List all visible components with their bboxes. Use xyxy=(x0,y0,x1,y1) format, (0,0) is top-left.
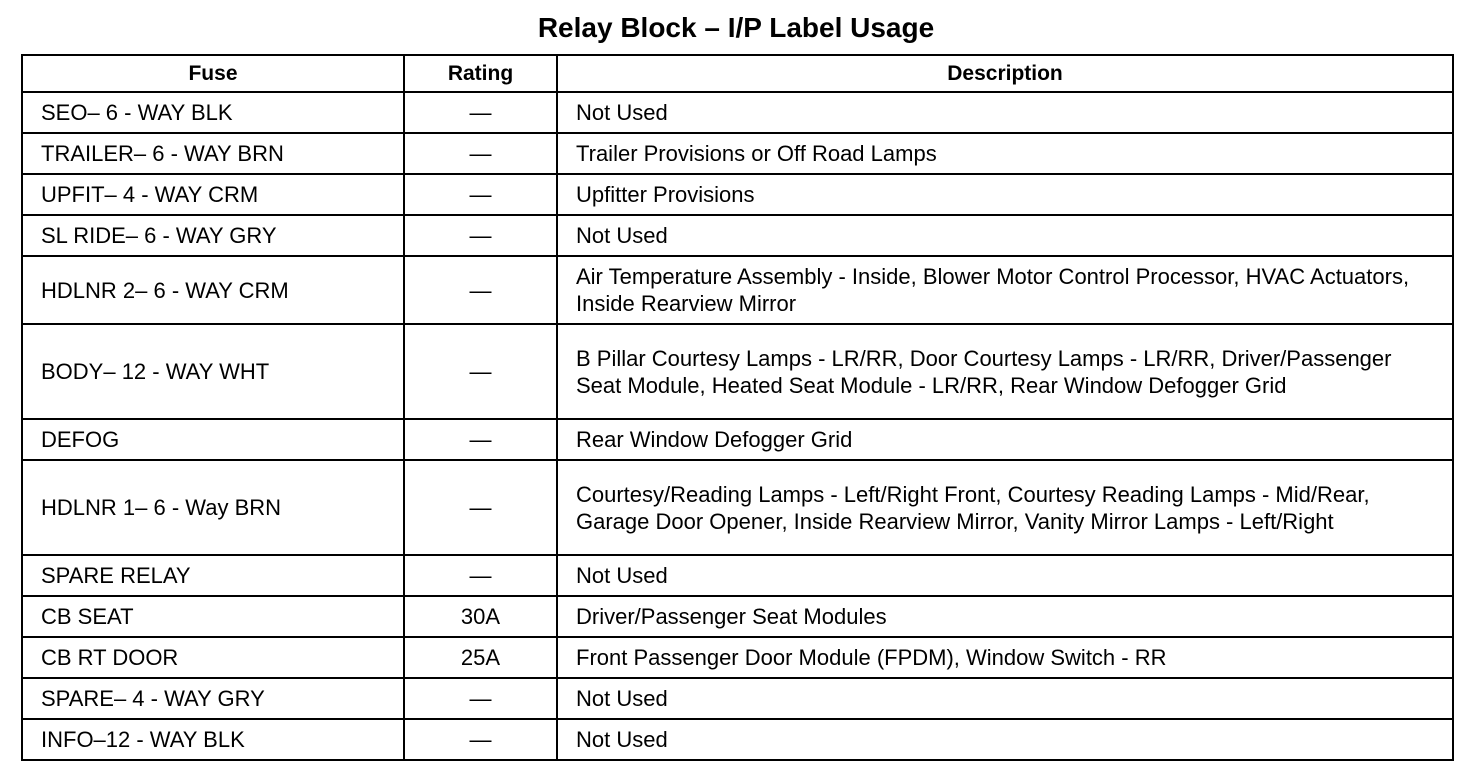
description-cell: Upfitter Provisions xyxy=(557,174,1453,215)
rating-cell: 30A xyxy=(404,596,557,637)
fuse-cell: CB RT DOOR xyxy=(22,637,404,678)
rating-cell: — xyxy=(404,133,557,174)
table-row xyxy=(22,324,1453,419)
table-row xyxy=(22,92,1453,133)
table-row xyxy=(22,215,1453,256)
fuse-cell: SL RIDE– 6 - WAY GRY xyxy=(22,215,404,256)
relay-label-table xyxy=(21,54,1454,761)
fuse-cell: SEO– 6 - WAY BLK xyxy=(22,92,404,133)
table-row xyxy=(22,678,1453,719)
rating-cell: — xyxy=(404,719,557,760)
fuse-cell: HDLNR 1– 6 - Way BRN xyxy=(22,460,404,555)
column-header-fuse: Fuse xyxy=(22,55,404,92)
description-cell: Air Temperature Assembly - Inside, Blower Motor Control Processor, HVAC Actuators, Inside Rearview Mirror xyxy=(557,256,1453,324)
table-row xyxy=(22,133,1453,174)
description-cell: Front Passenger Door Module (FPDM), Window Switch - RR xyxy=(557,637,1453,678)
column-header-description: Description xyxy=(557,55,1453,92)
rating-cell: — xyxy=(404,678,557,719)
table-row xyxy=(22,174,1453,215)
description-cell: Rear Window Defogger Grid xyxy=(557,419,1453,460)
table-row xyxy=(22,719,1453,760)
rating-cell: — xyxy=(404,92,557,133)
description-cell: Courtesy/Reading Lamps - Left/Right Front, Courtesy Reading Lamps - Mid/Rear, Garage Door Opener, Inside Rearview Mirror, Vanity Mirror Lamps - Left/Right xyxy=(557,460,1453,555)
table-row xyxy=(22,596,1453,637)
rating-cell: — xyxy=(404,419,557,460)
fuse-cell: CB SEAT xyxy=(22,596,404,637)
rating-cell: — xyxy=(404,324,557,419)
description-cell: Driver/Passenger Seat Modules xyxy=(557,596,1453,637)
fuse-cell: INFO–12 - WAY BLK xyxy=(22,719,404,760)
rating-cell: — xyxy=(404,460,557,555)
rating-cell: 25A xyxy=(404,637,557,678)
table-header-row xyxy=(22,55,1453,92)
table-row xyxy=(22,637,1453,678)
description-cell: Not Used xyxy=(557,719,1453,760)
column-header-rating: Rating xyxy=(404,55,557,92)
description-cell: Not Used xyxy=(557,555,1453,596)
fuse-cell: HDLNR 2– 6 - WAY CRM xyxy=(22,256,404,324)
table-row xyxy=(22,555,1453,596)
fuse-cell: SPARE– 4 - WAY GRY xyxy=(22,678,404,719)
description-cell: Trailer Provisions or Off Road Lamps xyxy=(557,133,1453,174)
fuse-cell: UPFIT– 4 - WAY CRM xyxy=(22,174,404,215)
fuse-cell: SPARE RELAY xyxy=(22,555,404,596)
rating-cell: — xyxy=(404,555,557,596)
table-row xyxy=(22,460,1453,555)
rating-cell: — xyxy=(404,256,557,324)
table-row xyxy=(22,419,1453,460)
description-cell: B Pillar Courtesy Lamps - LR/RR, Door Courtesy Lamps - LR/RR, Driver/Passenger Seat Module, Heated Seat Module - LR/RR, Rear Window Defogger Grid xyxy=(557,324,1453,419)
description-cell: Not Used xyxy=(557,92,1453,133)
fuse-cell: BODY– 12 - WAY WHT xyxy=(22,324,404,419)
rating-cell: — xyxy=(404,215,557,256)
description-cell: Not Used xyxy=(557,215,1453,256)
page-title: Relay Block – I/P Label Usage xyxy=(537,12,935,43)
fuse-cell: TRAILER– 6 - WAY BRN xyxy=(22,133,404,174)
table-row xyxy=(22,256,1453,324)
fuse-cell: DEFOG xyxy=(22,419,404,460)
description-cell: Not Used xyxy=(557,678,1453,719)
rating-cell: — xyxy=(404,174,557,215)
